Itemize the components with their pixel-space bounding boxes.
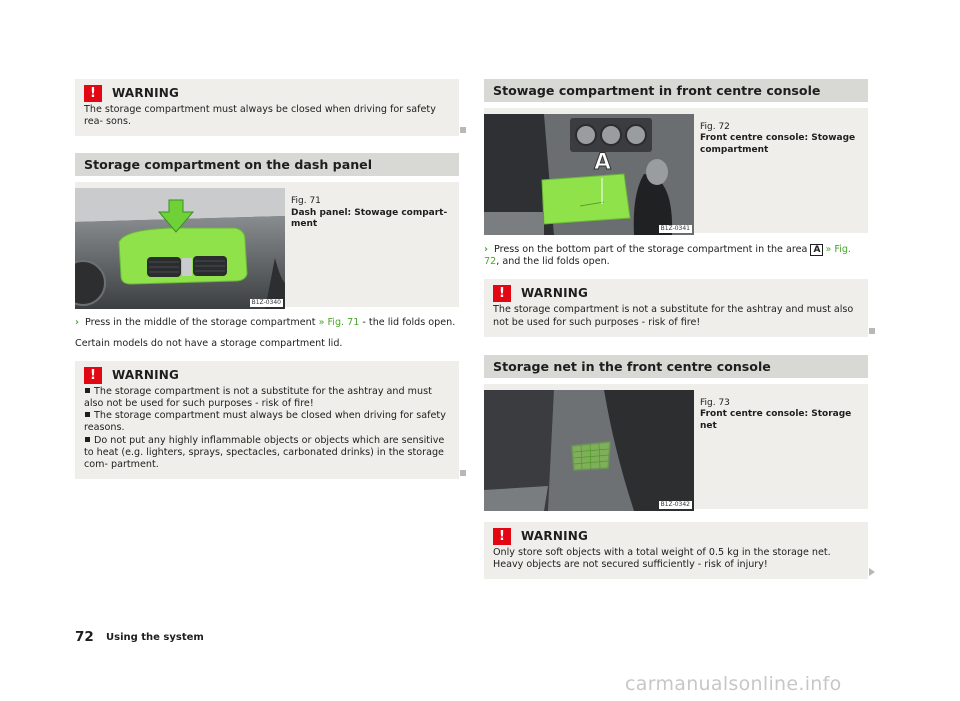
figure-number: Fig. 71 [291, 196, 321, 207]
figure-caption [700, 122, 860, 156]
storage-net-image [484, 390, 694, 511]
figure-71 [75, 182, 459, 307]
page-number: 72 [75, 629, 94, 645]
figure-description: Front centre console: Storage net [700, 409, 852, 431]
section-end-icon [460, 470, 466, 476]
instruction-text: Press on the bottom part of the storage compartment in the area [493, 244, 811, 255]
figure-code: B1Z-0341 [660, 225, 690, 232]
warning-box [75, 79, 459, 136]
figure-72 [484, 108, 868, 233]
bullet-icon [85, 388, 90, 393]
warning-box [75, 361, 459, 479]
warning-header [493, 285, 858, 301]
figure-description: Front centre console: Stowage compartment [700, 133, 856, 155]
figure-73 [484, 384, 868, 509]
figure-link[interactable]: » Fig. 71 [318, 317, 360, 329]
instruction [75, 317, 459, 329]
warning-title: WARNING [112, 367, 180, 382]
warning-icon: ! [493, 528, 511, 545]
warning-header [84, 85, 449, 101]
figure-caption [700, 398, 860, 432]
warning-text: Only store soft objects with a total weight of 0.5 kg in the storage net. Heavy objects are not secured sufficiently - risk of injury! [493, 546, 831, 571]
instruction-text: Press in the middle of the storage compartment [84, 317, 319, 329]
warning-header [493, 528, 858, 544]
warning-header [84, 367, 449, 383]
right-column [484, 79, 868, 579]
step-chevron-icon: › [75, 317, 79, 329]
figure-number: Fig. 72 [700, 122, 730, 132]
watermark: carmanualsonline.info [625, 673, 842, 695]
storage-net-illustration [484, 390, 694, 511]
warning-list-item: Do not put any highly inflammable objects or objects which are sensitive to heat (e.g. lighters, sprays, spectacles, carbonated drinks) in the storage com- partment. [84, 434, 445, 471]
figure-label-a: A [594, 150, 612, 175]
instruction-text-end: , and the lid folds open. [496, 256, 610, 268]
bullet-icon [85, 437, 90, 442]
warning-title: WARNING [112, 86, 180, 100]
section-end-icon [869, 328, 875, 334]
dash-panel-illustration [75, 188, 285, 309]
note-text: Certain models do not have a storage compartment lid. [75, 337, 343, 349]
figure-link[interactable]: » Fig. 72 [484, 244, 851, 268]
chapter-title: Using the system [106, 632, 204, 643]
section-title: Storage compartment on the dash panel [75, 153, 459, 176]
figure-code: B1Z-0342 [660, 500, 690, 508]
section-title: Stowage compartment in front centre console [484, 79, 868, 102]
section-end-icon [460, 127, 466, 133]
dash-panel-image [75, 188, 285, 309]
warning-box [484, 279, 868, 336]
left-column [75, 79, 459, 479]
warning-title: WARNING [521, 528, 589, 543]
warning-icon: ! [84, 367, 102, 384]
instruction [484, 244, 868, 268]
console-compartment-image [484, 114, 694, 235]
figure-caption [291, 196, 451, 230]
warning-text: The storage compartment is not a substitute for the ashtray and must also not be used for such purposes - risk of fire! [493, 304, 854, 328]
warning-icon: ! [493, 285, 511, 302]
warning-box [484, 522, 868, 579]
section-title: Storage net in the front centre console [484, 355, 868, 378]
area-label-box: A [810, 244, 823, 256]
warning-text: The storage compartment must always be closed when driving for safety rea- sons. [84, 104, 436, 128]
warning-icon: ! [84, 85, 102, 102]
continue-arrow-icon [869, 568, 875, 576]
console-compartment-illustration [484, 114, 694, 235]
figure-code: B1Z-0340 [251, 299, 281, 307]
figure-description: Dash panel: Stowage compart- ment [291, 207, 448, 230]
figure-number: Fig. 73 [700, 397, 730, 408]
bullet-icon [85, 412, 90, 417]
warning-list [84, 386, 449, 471]
warning-list-item: The storage compartment is not a substitute for the ashtray and must also not be used for such purposes - risk of fire! [84, 385, 432, 410]
warning-title: WARNING [521, 286, 589, 301]
step-chevron-icon: › [484, 244, 488, 255]
warning-list-item: The storage compartment must always be closed when driving for safety reasons. [84, 410, 446, 434]
instruction-text-end: - the lid folds open. [359, 317, 456, 329]
